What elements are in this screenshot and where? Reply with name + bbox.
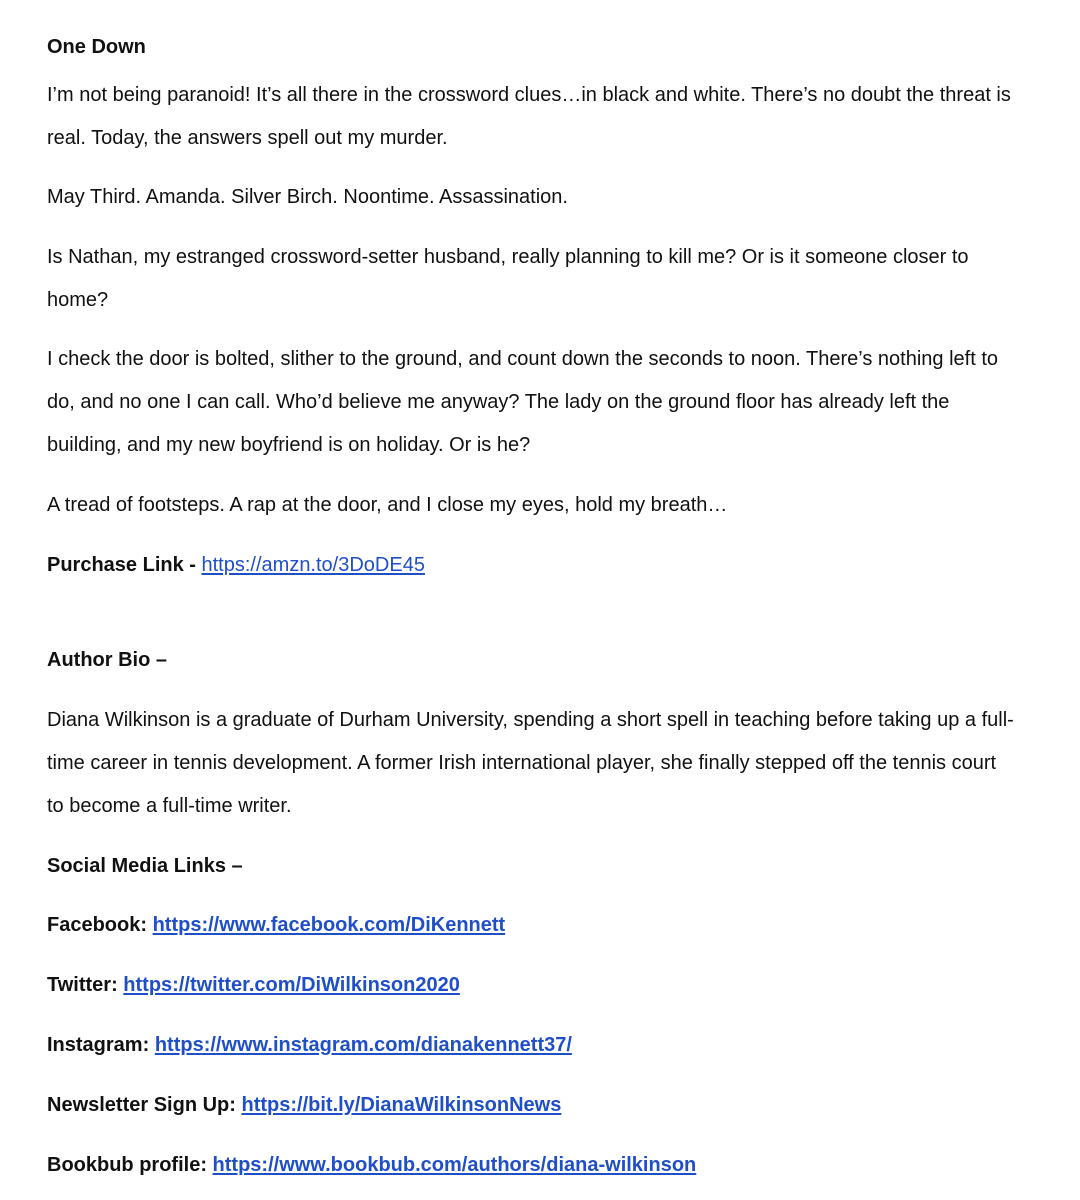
book-title: One Down — [47, 36, 146, 58]
facebook-label: Facebook: — [47, 914, 153, 936]
twitter-link[interactable]: https://twitter.com/DiWilkinson2020 — [123, 974, 460, 996]
social-link-instagram — [47, 1024, 572, 1067]
author-bio-text: Diana Wilkinson is a graduate of Durham University, spending a short spell in teaching before taking up a full-time career in tennis development. A former Irish international player, she finally stepped off the tennis court to become a full-time writer. — [47, 709, 1014, 817]
author-bio-heading: Author Bio – — [47, 649, 167, 671]
bookbub-label: Bookbub profile: — [47, 1154, 213, 1176]
blurb-paragraph: I check the door is bolted, slither to the ground, and count down the seconds to noon. There’s nothing left to do, and no one I can call. Who’d believe me anyway? The lady on the ground floor has already left the building, and my new boyfriend is on holiday. Or is he? — [47, 348, 998, 456]
instagram-link[interactable]: https://www.instagram.com/dianakennett37/ — [154, 1034, 572, 1056]
purchase-line — [47, 544, 425, 587]
purchase-label: Purchase Link - — [47, 554, 202, 576]
social-link-newsletter — [47, 1084, 561, 1127]
twitter-label: Twitter: — [47, 974, 124, 996]
blurb-paragraph: Is Nathan, my estranged crossword-setter husband, really planning to kill me? Or is it someone closer to home? — [47, 246, 969, 311]
blurb-paragraph: I’m not being paranoid! It’s all there in the crossword clues…in black and white. There’s no doubt the threat is real. Today, the answers spell out my murder. — [47, 84, 1011, 149]
social-link-facebook — [47, 904, 505, 947]
newsletter-label: Newsletter Sign Up: — [47, 1094, 242, 1116]
purchase-link[interactable]: https://amzn.to/3DoDE45 — [201, 554, 425, 576]
social-media-heading: Social Media Links – — [47, 855, 243, 877]
newsletter-link[interactable]: https://bit.ly/DianaWilkinsonNews — [241, 1094, 562, 1116]
social-link-bookbub — [47, 1144, 696, 1187]
social-link-twitter — [47, 964, 460, 1007]
bookbub-link[interactable]: https://www.bookbub.com/authors/diana-wilkinson — [212, 1154, 697, 1176]
facebook-link[interactable]: https://www.facebook.com/DiKennett — [152, 914, 506, 936]
blurb-paragraph: May Third. Amanda. Silver Birch. Noontime. Assassination. — [47, 186, 568, 208]
blurb-paragraph: A tread of footsteps. A rap at the door, and I close my eyes, hold my breath… — [47, 494, 728, 516]
instagram-label: Instagram: — [47, 1034, 155, 1056]
